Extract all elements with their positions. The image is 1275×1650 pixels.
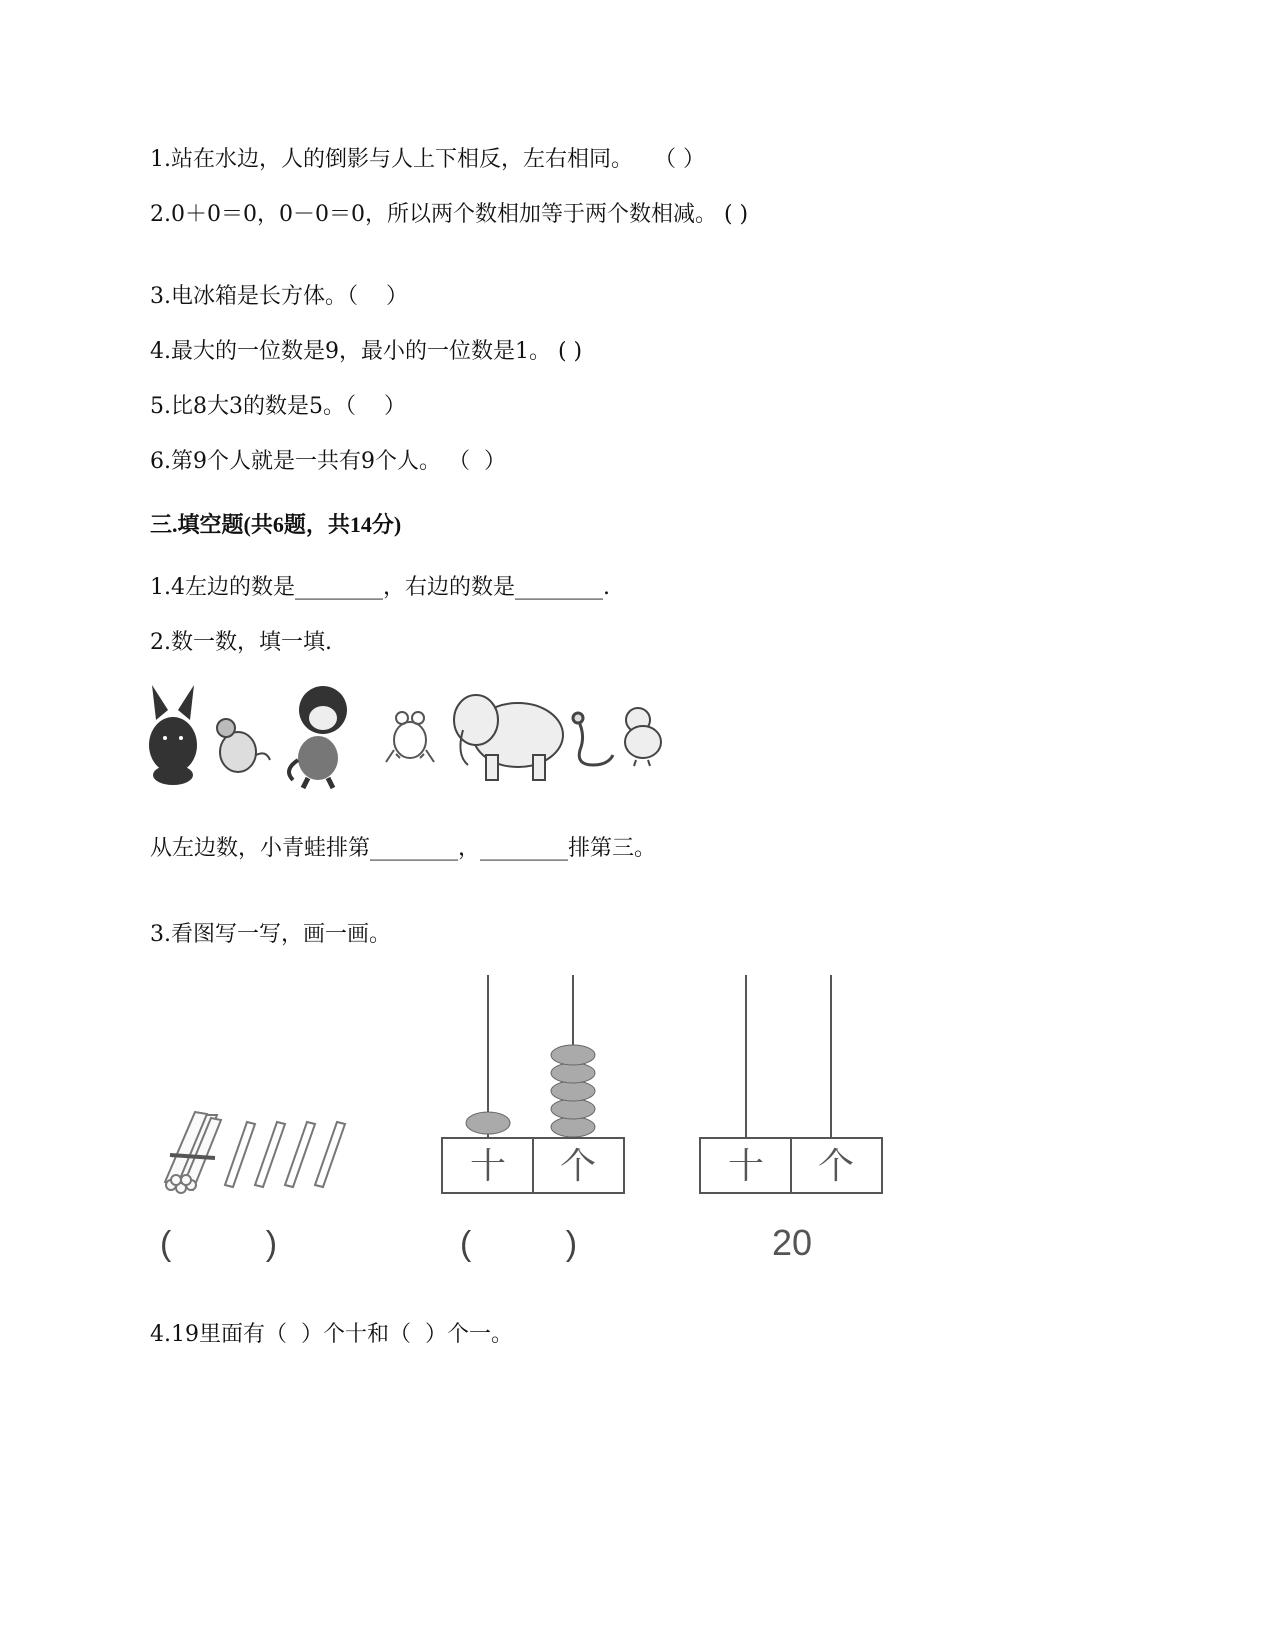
judge-question-3: 3.电冰箱是长方体。（ ） bbox=[150, 284, 408, 309]
judge-question-1: 1.站在水边，人的倒影与人上下相反，左右相同。 （ ） bbox=[150, 147, 705, 172]
answer-blank-1[interactable]: ( ) bbox=[160, 1225, 278, 1263]
judge-question-5: 5.比8大3的数是5。（ ） bbox=[150, 394, 406, 419]
fill-question-2-answer: 从左边数，小青蛙排第________，________排第三。 bbox=[150, 836, 657, 861]
abacus1-ones-label: 个 bbox=[559, 1146, 597, 1187]
abacus-with-beads bbox=[440, 970, 640, 1205]
fill-question-4: 4.19里面有（ ）个十和（ ）个一。 bbox=[150, 1322, 513, 1347]
rabbit-image bbox=[149, 685, 197, 785]
abacus2-tens-label: 十 bbox=[727, 1146, 765, 1187]
animals-illustration bbox=[148, 680, 688, 790]
judge-question-6: 6.第9个人就是一共有9个人。 （ ） bbox=[150, 449, 506, 474]
snake-image bbox=[573, 713, 613, 765]
answer-blank-2[interactable]: ( ) bbox=[460, 1225, 578, 1263]
abacus-empty bbox=[698, 970, 898, 1205]
judge-question-2: 2.0＋0＝0，0－0＝0，所以两个数相加等于两个数相减。 ( ) bbox=[150, 202, 749, 227]
abacus1-tens-label: 十 bbox=[469, 1146, 507, 1187]
elephant-image bbox=[454, 695, 563, 780]
fill-question-2: 2.数一数，填一填. bbox=[150, 630, 332, 655]
monkey-image bbox=[289, 686, 347, 788]
section-title: 三.填空题(共6题，共14分) bbox=[150, 512, 402, 537]
judge-question-4: 4.最大的一位数是9，最小的一位数是1。 ( ) bbox=[150, 339, 583, 364]
mouse-image bbox=[217, 719, 270, 772]
fill-question-1: 1.4左边的数是________，右边的数是________. bbox=[150, 575, 610, 600]
sticks-bundle-figure bbox=[155, 1100, 355, 1210]
abacus-value-20: 20 bbox=[772, 1222, 813, 1263]
chick-image bbox=[625, 708, 661, 766]
abacus2-ones-label: 个 bbox=[817, 1146, 855, 1187]
answer-row bbox=[150, 1215, 910, 1275]
fill-question-3: 3.看图写一写，画一画。 bbox=[150, 922, 391, 947]
frog-image bbox=[386, 712, 434, 762]
